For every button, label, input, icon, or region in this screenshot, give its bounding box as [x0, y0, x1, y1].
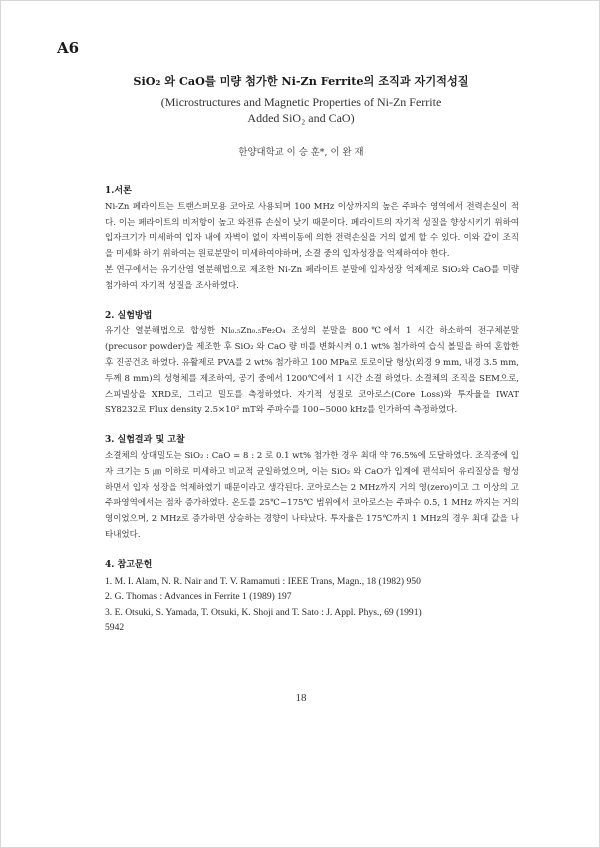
paragraph: 본 연구에서는 유기산염 열분해법으로 제조한 Ni-Zn 페라이트 분말에 입자성장 억제제로 SiO₂와 CaO를 미량 첨가하여 자기적 성질을 조사하였다.	[105, 264, 519, 291]
section-heading: 4. 참고문헌	[105, 559, 153, 570]
reference-item: 2. G. Thomas : Advances in Ferrite 1 (1989) 197	[105, 591, 292, 603]
section-introduction	[105, 184, 519, 295]
title-english-line1: (Microstructures and Magnetic Properties of Ni-Zn Ferrite	[160, 95, 442, 109]
authors: 한양대학교 이 승 훈*, 이 완 재	[238, 147, 364, 158]
reference-item: 3. E. Otsuki, S. Yamada, T. Otsuki, K. Shoji and T. Sato : J. Appl. Phys., 69 (1991)	[105, 606, 422, 618]
paper-body	[105, 184, 519, 636]
section-results	[105, 433, 519, 544]
section-methods	[105, 309, 519, 420]
page-number: 18	[295, 692, 307, 704]
section-heading: 3. 실험결과 및 고찰	[105, 435, 185, 446]
section-heading: 2. 실험방법	[105, 310, 153, 321]
paragraph: 소결체의 상대밀도는 SiO₂ : CaO = 8 : 2 로 0.1 wt% 첨가한 경우 최대 약 76.5%에 도달하였다. 조직중에 입자 크기는 5 ㎛ 이하로 미세하고 비교적 균일하였으며, 이는 SiO₂ 와 CaO가 입계에 편석되어 유리질상을 형성하면서 입자 성장을 억제하였기 때문이라고 생각된다. 코아로스는 2 MHz까지 거의 영(zero)이고 그 이상의 고주파영역에서는 점차 증가하였다. 온도를 25℃~175℃ 범위에서 코아로스는 주파수 0.5, 1 MHz 까지는 거의 영이었으며, 2 MHz로 증가하면 상승하는 경향이 나타났다. 투자율은 175℃까지 1 MHz의 경우 최대 값을 나타내었다.	[105, 450, 519, 540]
title-english-line2: Added SiO₂ and CaO)	[247, 111, 355, 125]
reference-list	[105, 574, 519, 636]
reference-item: 1. M. I. Alam, N. R. Nair and T. V. Ramamuti : IEEE Trans, Magn., 18 (1982) 950	[105, 575, 421, 587]
title-korean: SiO₂ 와 CaO를 미량 첨가한 Ni-Zn Ferrite의 조직과 자기적성질	[133, 74, 469, 88]
paragraph: 유기산 열분해법으로 합성한 Ni₀.₅Zn₀.₅Fe₂O₄ 조성의 분말을 800℃에서 1 시간 하소하여 전구체분말(precusor powder)을 제조한 후 SiO₂ 와 CaO 량 비를 변화시켜 0.1 wt% 첨가하여 습식 볼밀을 하여 혼합한 후 진공건조 하였다. 유활제로 PVA를 2 wt% 첨가하고 100 MPa로 토로이달 형상(외경 9 mm, 내경 3.5 mm, 두께 8 mm)의 성형체를 제조하여, 공기 중에서 1200℃에서 1 시간 소결 하였다. 소결체의 조직을 SEM으로, 스피넬상을 XRD로, 그리고 밀도를 측정하였다. 자기적 성질로 코아로스(Core Loss)와 투자율을 IWAT SY8232로 Flux density 2.5×10² mT와 주파수를 100~5000 kHz를 인가하여 측정하였다.	[105, 326, 519, 416]
reference-item: 5942	[105, 622, 125, 634]
paragraph: Ni-Zn 페라이트는 트랜스퍼모용 코아로 사용되며 100 MHz 이상까지의 높은 주파수 영역에서 전력손실이 적다. 이는 페라이트의 비저항이 높고 와전류 손실이 낮기 때문이다. 페라이트의 자기적 성질을 향상시키기 위하여 입자크기가 미세하여 입자 내에 자벽이 없이 자벽이동에 의한 전력손실을 거의 없게 할 수 있다. 이와 같이 조직을 미세화 하기 위하여는 원료분말이 미세하여야하며, 소결 중의 입자성장을 억제하여야 한다.	[105, 201, 519, 260]
section-heading: 1.서론	[105, 186, 132, 196]
section-references	[105, 558, 519, 636]
abstract-code: A6	[57, 39, 80, 57]
